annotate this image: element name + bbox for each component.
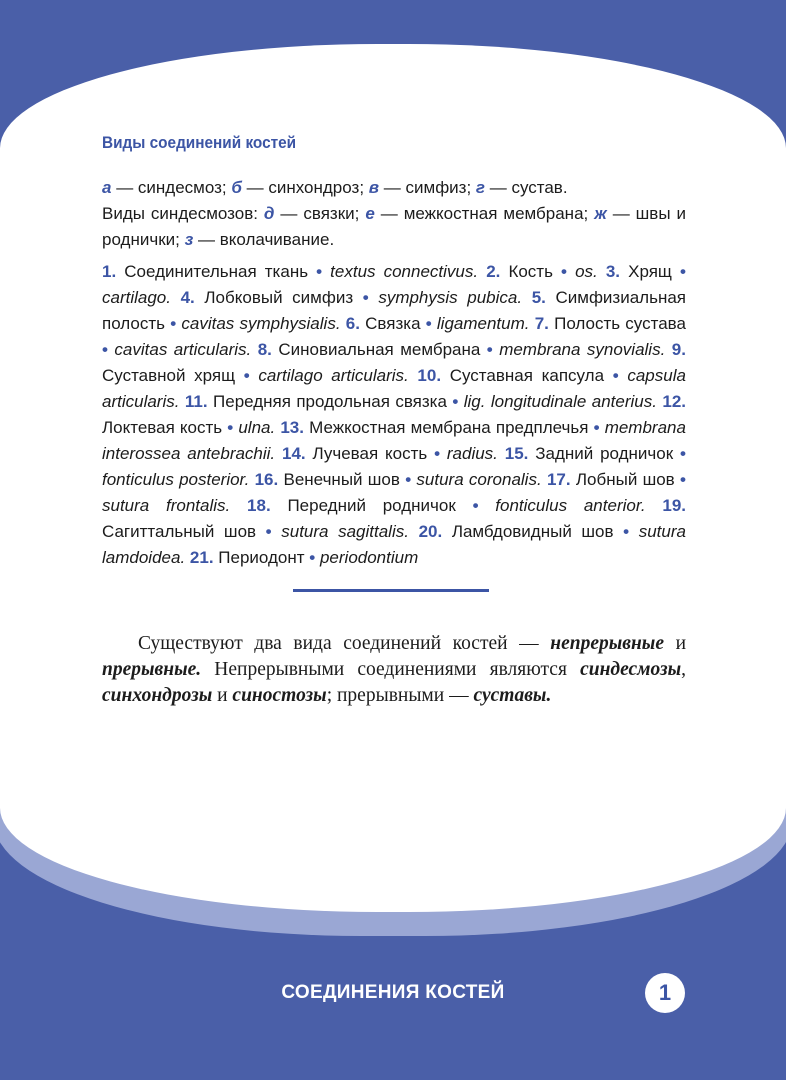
term-emphasis: синдесмозы <box>580 659 682 680</box>
separator-dot: • <box>452 392 459 411</box>
legend-text: — синдесмоз; <box>111 178 232 197</box>
item-russian: Передняя продольная связка <box>213 392 447 411</box>
legend-letter: б <box>231 178 242 197</box>
item-latin: ligamentum. <box>436 314 530 333</box>
term-emphasis: суставы. <box>473 685 552 706</box>
item-russian: Суставной хрящ <box>102 366 236 385</box>
separator-dot: • <box>593 418 600 437</box>
item-number: 9. <box>671 340 686 359</box>
item-russian: Межкостная мембрана предплечья <box>309 418 589 437</box>
item-number: 17. <box>546 470 571 489</box>
legend-letter: а <box>102 178 112 197</box>
item-latin: fonticulus anterior. <box>495 496 646 515</box>
item-russian: Синовиальная мембрана <box>278 340 481 359</box>
item-number: 6. <box>345 314 360 333</box>
item-latin: radius. <box>446 444 498 463</box>
separator-dot: • <box>680 444 686 463</box>
item-russian: Полость сустава <box>554 314 686 333</box>
item-number: 8. <box>257 340 272 359</box>
term-emphasis: синостозы <box>232 685 327 706</box>
separator-dot: • <box>265 522 272 541</box>
legend-letter: е <box>365 204 375 223</box>
separator-dot: • <box>679 262 686 281</box>
separator-dot: • <box>472 496 479 515</box>
item-latin: ulna. <box>238 418 276 437</box>
item-latin: periodontium <box>319 548 419 567</box>
item-latin: membrana synovialis. <box>499 340 666 359</box>
item-number: 2. <box>486 262 501 281</box>
legend-text: — сустав. <box>485 178 568 197</box>
types-legend <box>102 175 686 253</box>
paragraph-text: и <box>212 685 233 706</box>
separator-dot: • <box>561 262 567 281</box>
item-russian: Связка <box>365 314 421 333</box>
item-russian: Ламбдовидный шов <box>451 522 614 541</box>
section-heading: Виды соединений костей <box>102 134 297 152</box>
item-russian: Лобный шов <box>575 470 675 489</box>
separator-dot: • <box>316 262 323 281</box>
item-number: 20. <box>418 522 443 541</box>
separator-dot: • <box>170 314 177 333</box>
item-russian: Соединительная ткань <box>124 262 309 281</box>
content-column <box>102 134 686 592</box>
item-number: 4. <box>180 288 195 307</box>
legend-letter: д <box>263 204 275 223</box>
item-number: 18. <box>247 496 271 515</box>
item-russian: Кость <box>508 262 553 281</box>
footer-title: СОЕДИНЕНИЯ КОСТЕЙ <box>281 982 505 1003</box>
separator-dot: • <box>102 340 108 359</box>
item-latin: sutura lamdoidea. <box>102 522 686 567</box>
item-latin: membrana interossea antebrachii. <box>102 418 686 463</box>
item-russian: Лучевая кость <box>312 444 428 463</box>
item-russian: Венечный шов <box>283 470 400 489</box>
legend-text: — вколачивание. <box>193 230 335 249</box>
legend-letter: з <box>184 230 194 249</box>
item-number: 1. <box>102 262 117 281</box>
item-russian: Передний родничок <box>287 496 456 515</box>
item-latin: cavitas symphysialis. <box>181 314 341 333</box>
legend-text: — синхондроз; <box>241 178 369 197</box>
separator-dot: • <box>227 418 234 437</box>
item-russian: Хрящ <box>628 262 672 281</box>
item-russian: Задний родничок <box>535 444 674 463</box>
item-number: 16. <box>254 470 279 489</box>
item-number: 13. <box>280 418 304 437</box>
separator-dot: • <box>362 288 369 307</box>
paragraph-text: и <box>663 633 687 654</box>
item-number: 19. <box>662 496 686 515</box>
separator-dot: • <box>623 522 630 541</box>
separator-dot: • <box>612 366 619 385</box>
separator-dot: • <box>425 314 432 333</box>
body-paragraph <box>102 631 686 709</box>
divider-line <box>293 589 489 592</box>
item-latin: cartilago articularis. <box>258 366 409 385</box>
legend-text: — швы и роднички; <box>102 204 686 249</box>
item-number: 5. <box>531 288 546 307</box>
item-latin: symphysis pubica. <box>378 288 523 307</box>
term-emphasis: прерывные. <box>102 659 202 680</box>
item-latin: os. <box>575 262 598 281</box>
item-russian: Суставная капсула <box>449 366 605 385</box>
paragraph-text: , <box>681 659 686 680</box>
item-latin: lig. longitudinale anterius. <box>463 392 657 411</box>
item-number: 11. <box>184 392 208 411</box>
legend-letter: г <box>475 178 485 197</box>
item-number: 15. <box>504 444 529 463</box>
legend-letter: в <box>368 178 380 197</box>
item-latin: capsula articularis. <box>102 366 686 411</box>
separator-dot: • <box>679 470 686 489</box>
item-number: 14. <box>282 444 306 463</box>
item-russian: Лобковый симфиз <box>204 288 354 307</box>
legend-text: — симфиз; <box>379 178 476 197</box>
item-latin: sutura sagittalis. <box>281 522 409 541</box>
term-emphasis: синхондрозы <box>102 685 213 706</box>
item-number: 21. <box>189 548 214 567</box>
separator-dot: • <box>309 548 316 567</box>
numbered-legend <box>102 259 686 571</box>
legend-text: — межкостная мембрана; <box>374 204 595 223</box>
item-russian: Периодонт <box>218 548 305 567</box>
item-latin: cavitas articularis. <box>114 340 252 359</box>
item-russian: Локтевая кость <box>102 418 223 437</box>
item-latin: sutura coronalis. <box>416 470 542 489</box>
item-latin: fonticulus posterior. <box>102 470 250 489</box>
item-number: 10. <box>417 366 442 385</box>
item-russian: Сагиттальный шов <box>102 522 257 541</box>
paragraph-text: Непрерывными соединениями являются <box>201 659 581 680</box>
legend-letter: ж <box>594 204 607 223</box>
paragraph-text: Существуют два вида соединений костей — <box>138 633 551 654</box>
separator-dot: • <box>405 470 412 489</box>
page-number-badge: 1 <box>645 973 685 1013</box>
item-latin: cartilago. <box>102 288 171 307</box>
legend-text: — связки; <box>274 204 366 223</box>
item-number: 7. <box>534 314 549 333</box>
paragraph-text: ; прерывными — <box>326 685 474 706</box>
term-emphasis: непрерывные <box>550 633 664 654</box>
item-number: 3. <box>605 262 621 281</box>
item-latin: sutura frontalis. <box>102 496 231 515</box>
separator-dot: • <box>486 340 493 359</box>
item-latin: textus connectivus. <box>330 262 479 281</box>
legend-text: Виды синдесмозов: <box>102 204 264 223</box>
item-russian: Симфизиальная полость <box>102 288 686 333</box>
separator-dot: • <box>434 444 441 463</box>
item-number: 12. <box>662 392 687 411</box>
separator-dot: • <box>243 366 250 385</box>
